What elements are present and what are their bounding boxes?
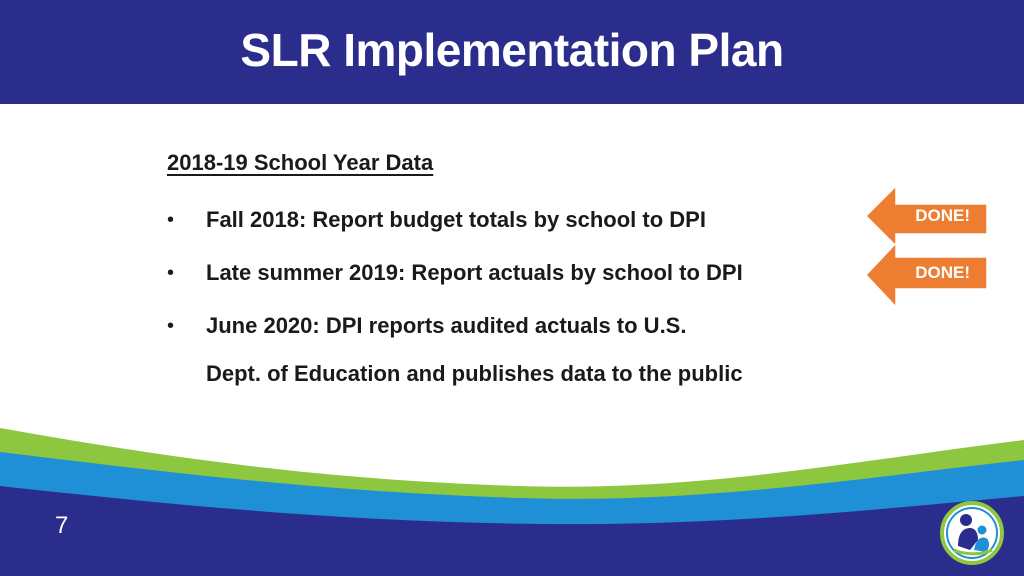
bullet-glyph: • — [167, 262, 175, 284]
bullet-text-line-2: Dept. of Education and publishes data to the public — [206, 361, 743, 386]
bullet-glyph: • — [167, 209, 175, 231]
done-callout-2 — [866, 243, 988, 307]
done-callout-1 — [866, 186, 988, 246]
page-title: SLR Implementation Plan — [240, 24, 784, 76]
bullet-text: Fall 2018: Report budget totals by school to DPI — [206, 207, 706, 232]
title-bar — [0, 0, 1024, 104]
bullet-list — [167, 196, 867, 398]
footer-wave — [0, 400, 1024, 576]
bullet-glyph: • — [167, 315, 175, 337]
slide-number: 7 — [55, 512, 69, 539]
bullet-item — [167, 302, 867, 398]
section-subheading: 2018-19 School Year Data — [167, 150, 434, 175]
bullet-item — [167, 196, 867, 244]
bullet-text-line-1: June 2020: DPI reports audited actuals to U.S. — [206, 313, 687, 338]
bullet-text: Late summer 2019: Report actuals by school to DPI — [206, 260, 743, 285]
dpi-family-logo-icon — [940, 500, 1004, 566]
bullet-item — [167, 249, 867, 297]
done-label: DONE! — [915, 206, 970, 225]
done-label: DONE! — [915, 263, 970, 282]
